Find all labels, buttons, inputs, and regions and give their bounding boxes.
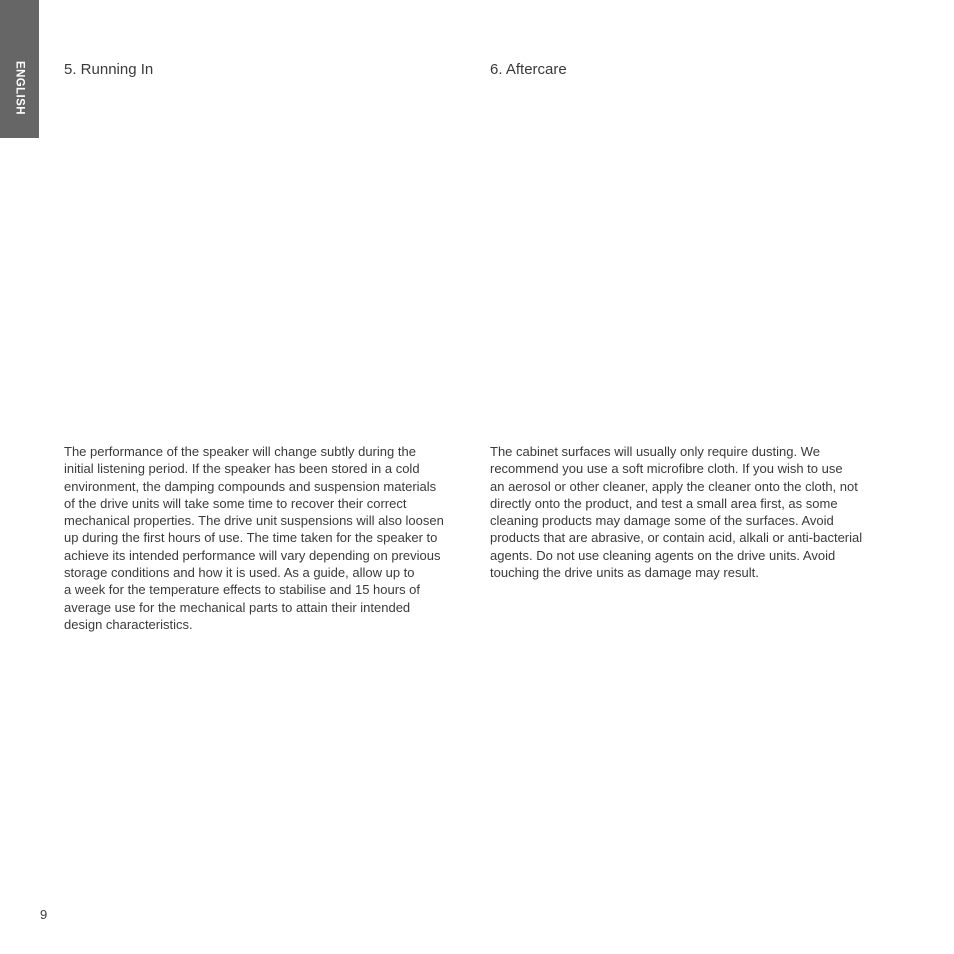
paragraph-line: The cabinet surfaces will usually only require dusting. We bbox=[490, 444, 820, 459]
paragraph-line: environment, the damping compounds and suspension materials bbox=[64, 478, 437, 494]
paragraph-line: mechanical properties. The drive unit suspensions will also loosen bbox=[64, 513, 444, 529]
paragraph-line: directly onto the product, and test a small area first, as some bbox=[490, 495, 838, 511]
paragraph-line: products that are abrasive, or contain acid, alkali or anti-bacterial bbox=[490, 530, 863, 546]
paragraph-line: design characteristics. bbox=[64, 616, 193, 632]
paragraph-line: touching the drive units as damage may result. bbox=[490, 565, 759, 581]
paragraph-line: achieve its intended performance will vary depending on previous bbox=[64, 547, 441, 563]
running-in-paragraph bbox=[64, 443, 464, 633]
section-heading-running-in: 5. Running In bbox=[64, 61, 154, 78]
paragraph-line: storage conditions and how it is used. As a guide, allow up to bbox=[64, 565, 415, 581]
paragraph-line: an aerosol or other cleaner, apply the cleaner onto the cloth, not bbox=[490, 478, 858, 494]
page-number: 9 bbox=[40, 907, 48, 922]
section-heading-aftercare: 6. Aftercare bbox=[490, 61, 567, 78]
paragraph-line: cleaning products may damage some of the surfaces. Avoid bbox=[490, 513, 834, 529]
paragraph-line: of the drive units will take some time to recover their correct bbox=[64, 495, 407, 511]
paragraph-line: initial listening period. If the speaker has been stored in a cold bbox=[64, 461, 420, 477]
paragraph-line: a week for the temperature effects to stabilise and 15 hours of bbox=[64, 582, 421, 598]
paragraph-line: agents. Do not use cleaning agents on the drive units. Avoid bbox=[490, 547, 836, 563]
paragraph-line: up during the first hours of use. The time taken for the speaker to bbox=[64, 530, 438, 546]
paragraph-line: recommend you use a soft microfibre cloth. If you wish to use bbox=[490, 461, 843, 477]
paragraph-line: average use for the mechanical parts to attain their intended bbox=[64, 599, 411, 615]
aftercare-paragraph bbox=[490, 443, 888, 581]
language-tab-label: ENGLISH bbox=[13, 61, 26, 115]
language-tab bbox=[0, 0, 39, 138]
paragraph-line: The performance of the speaker will change subtly during the bbox=[64, 444, 416, 459]
